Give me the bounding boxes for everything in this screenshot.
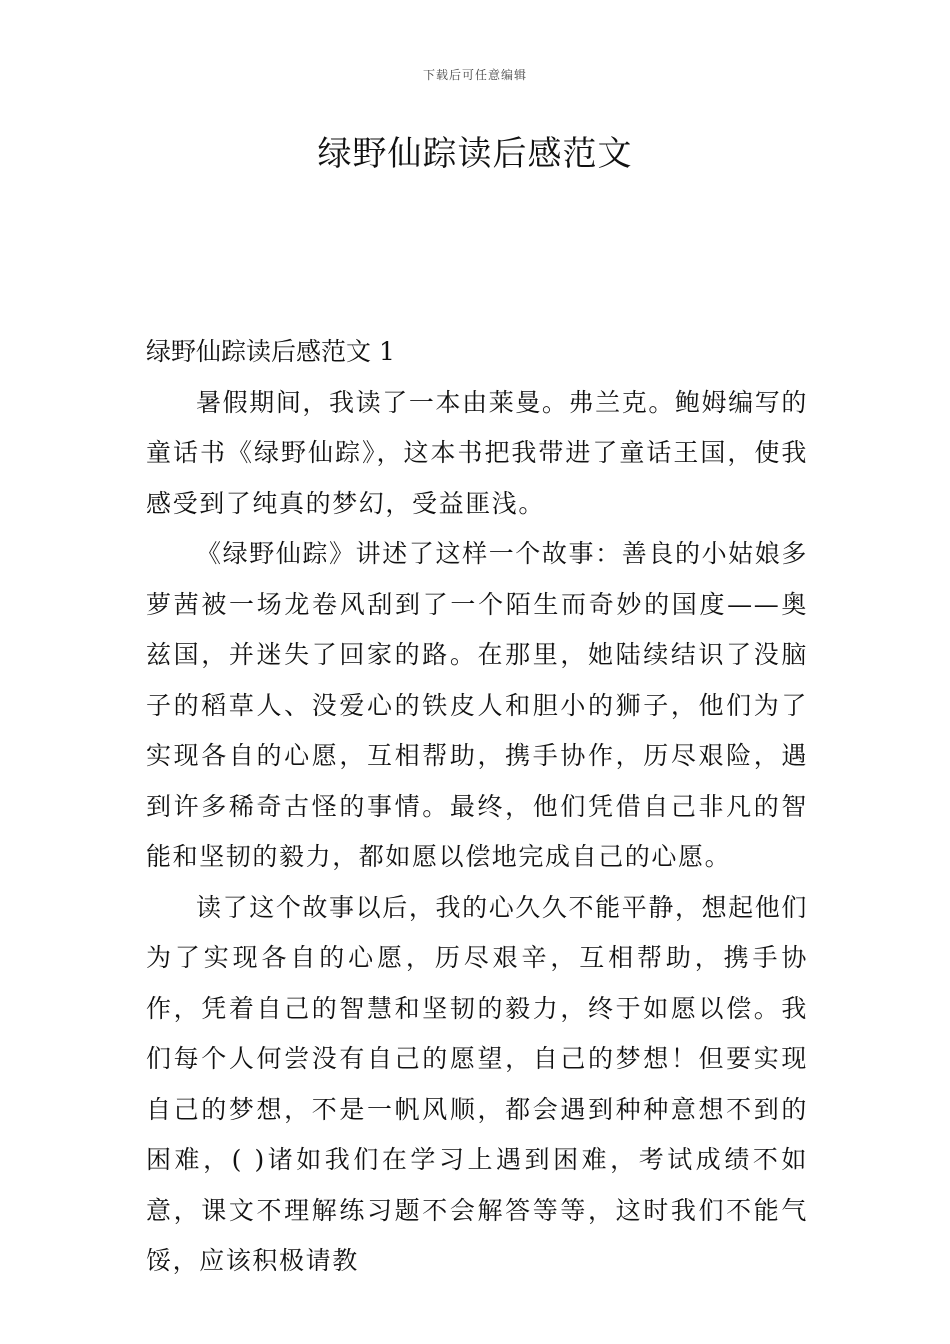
document-title: 绿野仙踪读后感范文 (317, 134, 633, 174)
paragraph-2: 《绿野仙踪》讲述了这样一个故事：善良的小姑娘多萝茜被一场龙卷风刮到了一个陌生而奇妙的国度——奥兹国，并迷失了回家的路。在那里，她陆续结识了没脑子的稻草人、没爱心的铁皮人和胆小的狮子，他们为了实现各自的心愿，互相帮助，携手协作，历尽艰险，遇到许多稀奇古怪的事情。最终，他们凭借自己非凡的智能和坚韧的毅力，都如愿以偿地完成自己的心愿。 (146, 539, 808, 871)
document-body (146, 327, 808, 1287)
header-note: 下载后可任意编辑 (422, 68, 527, 82)
paragraph-3: 读了这个故事以后，我的心久久不能平静，想起他们为了实现各自的心愿，历尽艰辛，互相帮助，携手协作，凭着自己的智慧和坚韧的毅力，终于如愿以偿。我们每个人何尝没有自己的愿望，自己的梦想！但要实现自己的梦想，不是一帆风顺，都会遇到种种意想不到的困难，( )诸如我们在学习上遇到困难，考试成绩不如意，课文不理解练习题不会解答等等，这时我们不能气馁，应该积极请教 (146, 892, 808, 1275)
section-heading: 绿野仙踪读后感范文 1 (146, 337, 395, 366)
paragraph-1: 暑假期间，我读了一本由莱曼。弗兰克。鲍姆编写的童话书《绿野仙踪》，这本书把我带进了童话王国，使我感受到了纯真的梦幻，受益匪浅。 (146, 387, 808, 518)
